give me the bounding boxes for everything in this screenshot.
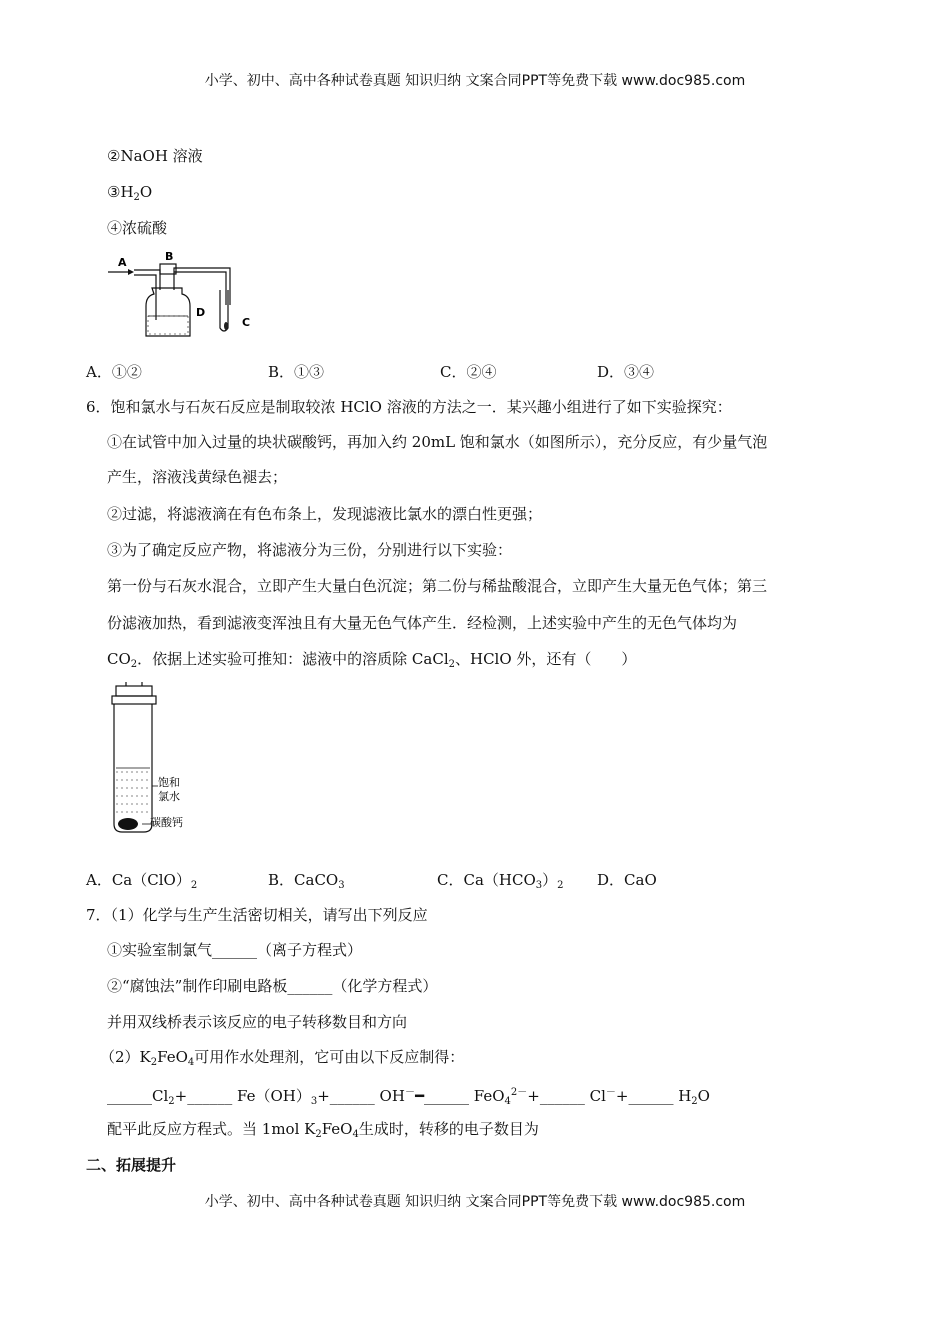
q5-option-d: D．③④ (597, 363, 655, 381)
q7-double-bridge-note: 并用双线桥表示该反应的电子转移数目和方向 (107, 1013, 408, 1031)
q6-step3-detail-line2: 份滤液加热，看到滤液变浑浊且有大量无色气体产生．经检测，上述实验中产生的无色气体均为 (107, 614, 738, 632)
test-tube-figure (108, 682, 198, 837)
q7-part2-intro: $(2)K_2FeO_4$可用作水处理剂，它可由以下反应制得： (100, 1048, 465, 1068)
q5-option-a: A．①② (86, 363, 142, 381)
q5-item-3: $③H_2O$ (107, 183, 153, 203)
q6-option-b: B．CaCO$_3$ (268, 871, 345, 891)
q7-reaction-1: ①实验室制氯气______（离子方程式） (107, 941, 363, 959)
section-heading: 二、拓展提升 (86, 1156, 177, 1174)
q6-step1-line1: ①在试管中加入过量的块状碳酸钙，再加入约 20mL 饱和氯水（如图所示），充分反应，有少量气泡 (107, 433, 768, 451)
q6-step2: ②过滤，将滤液滴在有色布条上，发现滤液比氯水的漂白性更强； (107, 505, 543, 523)
q5-option-c: C．②④ (440, 363, 497, 381)
q7-balance-question: 配平此反应方程式。当 1mol $K_2FeO_4$生成时，转移的电子数目为 (107, 1120, 539, 1140)
q6-step3: ③为了确定反应产物，将滤液分为三份，分别进行以下实验： (107, 541, 513, 559)
q7-stem: 7．（1）化学与生产生活密切相关，请写出下列反应 (86, 906, 428, 924)
q6-option-a: A．$Ca(ClO)_2$ (86, 871, 198, 891)
figure-label-calcium-carbonate: 碳酸钙 (150, 816, 183, 829)
q6-stem: 6．饱和氯水与石灰石反应是制取较浓 HClO 溶液的方法之一．某兴趣小组进行了如下实验探究： (86, 398, 732, 416)
q7-equation: $\_\_\_\_\_\_Cl_2+\_\_\_\_\_\_$ $Fe(OH)_3+\_\_\_\_\_\_$ OH－━______ FeO$_4^{2-}$+______ Cl－+______ $H_2O$ (107, 1087, 710, 1107)
figure-label-b: B (165, 250, 174, 263)
q6-option-d: D．CaO (597, 871, 657, 889)
figure-label-d: D (196, 306, 206, 319)
gas-bottle-apparatus-figure (108, 250, 258, 342)
q5-option-b: B．①③ (268, 363, 325, 381)
q5-item-4: ④浓硫酸 (107, 219, 168, 237)
q6-question-line: $CO_2$．依据上述实验可推知：滤液中的溶质除 CaCl$_2$、HClO 外，还有（ ） (107, 650, 637, 670)
q6-step3-detail-line1: 第一份与石灰水混合，立即产生大量白色沉淀；第二份与稀盐酸混合，立即产生大量无色气体；第三 (107, 577, 768, 595)
figure-label-chlorine-water: 氯水 (158, 790, 180, 803)
page-footer: 小学、初中、高中各种试卷真题 知识归纳 文案合同PPT等免费下载 www.doc985.com (204, 1194, 746, 1210)
q5-item-2: ②NaOH 溶液 (107, 147, 203, 165)
figure-label-saturated: 饱和 (158, 776, 180, 789)
figure-label-a: A (118, 256, 127, 269)
q7-reaction-2: ②“腐蚀法”制作印刷电路板______（化学方程式） (107, 977, 438, 995)
figure-label-c: C (242, 316, 251, 329)
q6-option-c: C．$Ca(HCO_3)_2$ (437, 871, 564, 891)
page-header: 小学、初中、高中各种试卷真题 知识归纳 文案合同PPT等免费下载 www.doc985.com (204, 73, 746, 89)
q6-step1-line2: 产生，溶液浅黄绿色褪去； (107, 468, 288, 486)
